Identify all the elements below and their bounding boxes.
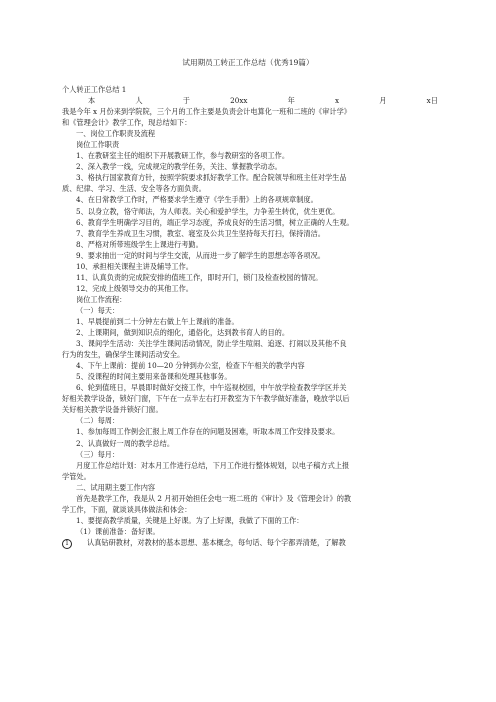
- date-part: x日: [426, 96, 438, 106]
- paragraph-line: 二、试用期主要工作内容: [76, 482, 156, 492]
- paragraph-line: （1）课前准备：备好课。: [76, 526, 160, 536]
- paragraph-line: 6、轮到值班日，早晨即时做好交接工作，中午巡视校园，中午放学检查教学学区并关: [76, 383, 347, 393]
- paragraph-line: （二）每周：: [76, 416, 120, 426]
- paragraph-line: 9、要求抽出一定的时间与学生交流，从而进一步了解学生的思想态等各项况。: [76, 250, 325, 260]
- paragraph-line: 岗位工作职责: [76, 140, 120, 150]
- paragraph-line: 1、要提高教学质量，关键是上好课。为了上好课，我做了下面的工作：: [76, 515, 304, 525]
- paragraph-line: 和《管理会计》教学工作，现总结如下：: [62, 118, 192, 128]
- paragraph-line: 关好相关教学设备并锁好门窗。: [62, 405, 163, 415]
- paragraph-line: 7、教育学生养成卫生习惯，教室、寝室及公共卫生坚持每天打扫，保持清洁。: [76, 228, 325, 238]
- paragraph-line: 3、课间学生活动：关注学生课间活动情况，防止学生喧闹、追逐、打闹以及其他不良: [76, 339, 347, 349]
- paragraph-line: 10、承担相关课程主讲及辅导工作。: [76, 261, 193, 271]
- paragraph-line: 质、纪律、学习、生活、安全等各方面负责。: [62, 184, 206, 194]
- paragraph-line: 4、在日常教学工作时，严格要求学生遵守《学生手册》上的各项规章制度。: [76, 195, 318, 205]
- paragraph-line: 我是今年 x 月份来到学院院，三个月的工作主要是负责会计电算化一班和二班的《审计学》: [62, 107, 351, 117]
- date-part: x: [335, 96, 340, 106]
- paragraph-line: 学工作，下面，就谈谈具体做法和体会：: [62, 504, 192, 514]
- date-part: 于: [182, 96, 190, 106]
- paragraph-line: 12、完成上级领导交办的其他工作。: [76, 283, 193, 293]
- paragraph-line: [62, 537, 438, 549]
- section-heading: 个人转正工作总结 1: [62, 85, 127, 94]
- paragraph-line: 一、岗位工作职责及流程: [76, 129, 156, 139]
- paragraph-line: 月度工作总结计划：对本月工作进行总结，下月工作进行整体规划，以电子稿方式上报: [76, 460, 350, 470]
- date-part: 人: [135, 96, 143, 106]
- paragraph-line: 行为的发生，确保学生课间活动安全。: [62, 350, 185, 360]
- paragraph-line: 好相关教学设备，锁好门窗，下午在一点半左右打开教室为下午教学做好准备，晚放学以后: [62, 394, 350, 404]
- document-body: [62, 84, 438, 549]
- paragraph-line-text: 认真钻研教材，对教材的基本思想、基本概念，每句话、每个字都弄清楚，了解教: [87, 537, 346, 547]
- date-part: 年: [287, 96, 295, 106]
- paragraph-line: 5、没课程的时间主要用来备课和处理其他事务。: [76, 372, 232, 382]
- paragraph-line: 1、在教研室主任的组织下开展教研工作，参与教研室的各项工作。: [76, 151, 290, 161]
- paragraph-line: 8、严格对所带班级学生上课进行考勤。: [76, 239, 203, 249]
- date-line: [62, 95, 438, 106]
- paragraph-line: 岗位工作流程：: [76, 294, 127, 304]
- paragraph-line: 1、早晨提前到二十分钟左右做上午上课前的准备。: [76, 316, 239, 326]
- paragraph-line: 2、认真做好一周的教学总结。: [76, 438, 175, 448]
- paragraph-line: （一）每天：: [76, 305, 120, 315]
- date-part: 20xx: [230, 96, 248, 106]
- paragraph-line: 1、参加每周工作例会汇报上周工作存在的问题及困难，听取本周工作安排及要求。: [76, 427, 340, 437]
- date-part: 本: [88, 96, 96, 106]
- circled-number-marker: 1: [62, 539, 72, 549]
- paragraph-line: 2、深入教学一线，完成规定的教学任务，关注、掌握教学动态。: [76, 162, 282, 172]
- paragraph-line: 学管处。: [62, 471, 91, 481]
- paragraph-line: 6、教育学生明确学习目的，端正学习态度，养成良好的生活习惯，树立正确的人生观。: [76, 217, 354, 227]
- paragraph-line: 首先是教学工作，我是从 2 月初开始担任会电一班二班的《审计》及《管理会计》的教: [76, 493, 352, 503]
- paragraph-line: 3、格执行国家教育方针，按照学院要求抓好教学工作。配合院领导和班主任对学生品: [76, 173, 347, 183]
- paragraph-line: 4、下午上课前：提前 10—20 分钟到办公室，检查下午相关的教学内容: [76, 361, 305, 371]
- date-part: 月: [379, 96, 387, 106]
- paragraph-line: （三）每月：: [76, 449, 120, 459]
- paragraph-line: 2、上课期间，做到知识点的细化，通俗化，达到教书育人的目的。: [76, 328, 290, 338]
- document-title: 试用期员工转正工作总结（优秀19篇）: [182, 58, 314, 67]
- paragraph-line: 11、认真负责的完成院安排的值班工作，即时开门，锁门及检查校园的情况。: [76, 272, 323, 282]
- paragraph-line: 5、以身立教，恪守师法，为人师表。关心和爱护学生，力争差生转优，优生更优。: [76, 206, 340, 216]
